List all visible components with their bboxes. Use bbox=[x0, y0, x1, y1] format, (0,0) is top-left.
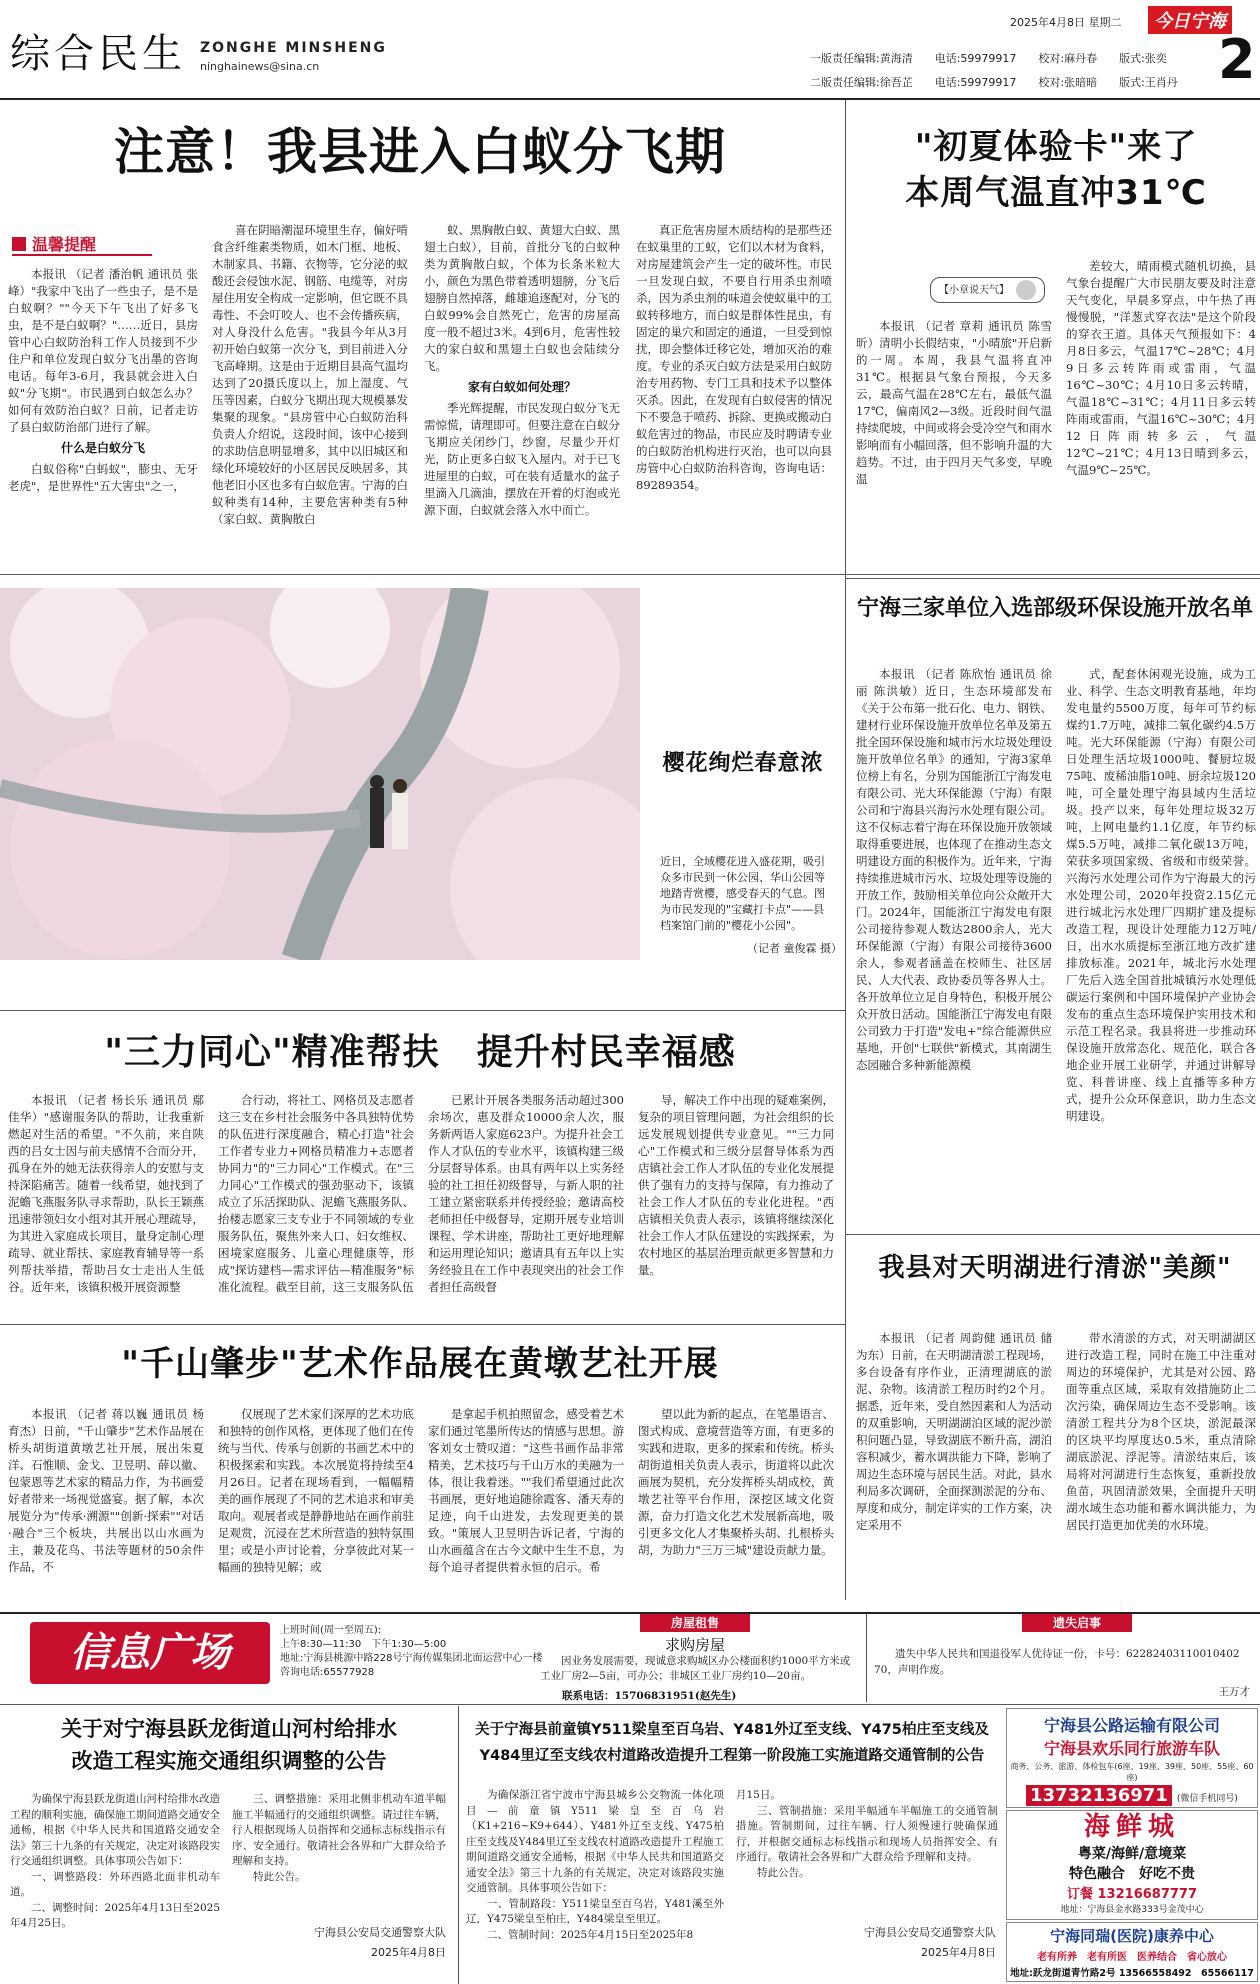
paper-logo: 今日宁海 bbox=[1148, 6, 1232, 34]
notice-divider-1 bbox=[458, 1706, 459, 1984]
a1-col-4 bbox=[636, 222, 832, 566]
notice2-time-end: 月15日。 bbox=[736, 1789, 781, 1801]
notice2-col-2 bbox=[736, 1788, 998, 1918]
weather-col1-text: 本报讯 （记者 章莉 通讯员 陈雪昕）清明小长假结束，"小晴旅"开启新的一周。本周，我县气温将直冲31℃。根据县气象台预报，今天多云，最高气温在28℃左右，最低气温17℃，偏南风2—3级。近段时间气温持续爬坡，中间或将会受冷空气和雨水影响而有小幅回落，但不影响升温的大趋势。不过，由于四月天气多变，早晚温 bbox=[856, 319, 1052, 486]
a3-col3-text: 已累计开展各类服务活动超过300余场次，惠及群众10000余人次，服务新两语人家庭623户。为提升社会工作人才队伍的专业水平，该镇构建三级分层督导体系。由具有两年以上实务经验的社工担任初级督导，与新人职的社工建立紧密联系并传授经验；邀请高校老师担任中级督导，定期开展专业培训课程、学术讲座，帮助社工更好地理解和运用理论知识；邀请具有五年以上实务经验且在工作中表现突出的社会工作者担任高级督 bbox=[428, 1093, 624, 1294]
notice1-intro: 为确保宁海县跃龙街道山河村给排水改造工程的顺利实施，确保施工期间道路交通安全通畅，根据《中华人民共和国道路交通安全法》第三十九条的有关规定，决定对该路段实行交通组织调整。具体事项公告如下： bbox=[10, 1793, 220, 1867]
a2-col1-text: 本报讯 （记者 陈欣怡 通讯员 徐丽 陈洪敏）近日，生态环境部发布《关于公布第一批石化、电力、钢铁、建材行业环保设施开放单位名单及第五批全国环保设施和城市污水垃圾处理设施开放单位名单》的通知，宁海3家单位榜上有名，分别为国能浙江宁海发电有限公司、光大环保能源（宁海）有限公司和宁海县兴海污水处理有限公司。这不仅标志着宁海在环保设施开放领域取得重要进展，也体现了在推动生态文明建设方面的积极作为。近年来，宁海持续推进城市污水、垃圾处理等设施的开放工作，鼓励相关单位向公众敞开大门。2024年，国能浙江宁海发电有限公司接待参观人数达2800余人，光大环保能源（宁海）有限公司接待3600余人，参观者涵盖在校师生、社区居民、人大代表、政协委员等各界人士。各开放单位立足自身特色，积极开展公众开放日活动。国能浙江宁海发电有限公司致力于打造"发电+"综合能源供应基地，开创"七联供"新模式，其南湖生态园融合多种新能源模 bbox=[856, 667, 1052, 1072]
a1-col1-text: 本报讯 （记者 潘治帆 通讯员 张峰）"我家中飞出了一些虫子，是不是白蚁啊？""今天下午飞出了好多飞虫，是不是白蚁啊？"……近日，县房管中心白蚁防治科工作人员接到不少住户和单位发现白蚁分飞出墨的咨询电话。每年3-6月，我县就会进入白蚁"分飞期"。市民遇到白蚁怎么办？如何有效防治白蚁？日前，记者走访了县白蚁防治部门进行了解。 bbox=[8, 267, 198, 434]
info-address: 地址:宁海县桃源中路228号宁海传媒集团北面运营中心一楼 bbox=[280, 1653, 543, 1664]
ad-care-center bbox=[1006, 1922, 1258, 1982]
a1-col3-text-b: 季光辉提醒，市民发现白蚁分飞无需惊慌，请理即可。但要注意在白蚁分飞期应关闭纱门，纱窗，尽量少开灯光，防止更多白蚁飞入屋内。对于已飞进屋里的白蚁，可在装有适量水的盆子里滴入几滴油，摆放在开着的灯泡或光源下面，白蚁就会落入水中而亡。 bbox=[424, 401, 620, 517]
notice1-date: 2025年4月8日 bbox=[371, 1946, 446, 1959]
a3-col-3 bbox=[428, 1092, 624, 1312]
ad-care-slogan: 老有所养 老有所医 医养结合 省心放心 bbox=[1037, 1952, 1227, 1963]
rule-4 bbox=[846, 1234, 1260, 1235]
photo-caption-title: 樱花绚烂春意浓 bbox=[662, 750, 824, 776]
info-divider bbox=[866, 1614, 867, 1702]
ad-transport-services: 商务、公务、旅游、体检包车(6座、19座、39座、50座、55座、60座) bbox=[1010, 1762, 1254, 1782]
notice1-title-1: 关于对宁海县跃龙街道山河村给排水 bbox=[61, 1717, 397, 1741]
a5-col-3 bbox=[428, 1406, 624, 1604]
a1-col-3 bbox=[424, 222, 620, 566]
rent-body: 因业务发展需要，现诚意求购城区办公楼面积约1000平方米或工业厂房2—5亩，可办公；非城区工业厂房约10—20亩。 bbox=[540, 1655, 851, 1682]
a5-col4-text: 望以此为新的起点，在笔墨语言、图式构成、意境营造等方面，有更多的实践和进取，更多的探索和传统。桥头胡街道相关负责人表示，街道将以此次画展为契机，充分发挥桥头胡成校，黄墩艺社等平台作用，深挖区域文化资源，奋力打造文化艺术发展新高地，吸引更多文化人才集聚桥头胡、扎根桥头胡，为助力"三万三城"建设贡献力量。 bbox=[638, 1407, 834, 1557]
section-email: ninghainews@sina.cn bbox=[200, 60, 320, 73]
info-phone: 咨询电话:65577928 bbox=[280, 1667, 375, 1678]
headline-lake-dredging: 我县对天明湖进行清淤"美颜" bbox=[878, 1253, 1232, 1283]
a2-col2-text: 式，配套休闲观光设施，成为工业、科学、生态文明教育基地，年均发电量约5500万度，每年可节约标煤约1.7万吨，减排二氧化碳约4.5万吨。光大环保能源（宁海）有限公司日处理生活垃圾1000吨、餐厨垃圾75吨、废稀油脂10吨、厨余垃圾120吨，可全量处理宁海县域内生活垃圾。投产以来，每年处理垃圾32万吨，上网电量约1.1亿度，年节约标煤5.5万吨，减排二氧化碳13万吨，荣获多项国家级、省级和市级荣誉。兴海污水处理公司作为宁海最大的污水处理公司，2020年投资2.15亿元进行城北污水处理厂四期扩建及提标改造工程，现设计处理能力12万吨/日，出水水质提标至浙江地方改扩建排放标准。2021年，城北污水处理厂先后入选全国首批城镇污水处理低碳运行案例和中国环境保护产业协会发布的重点生态环境保护实用技术和示范工程名录。我县将进一步推动环保设施开放常态化、规范化，联合各地企业开展工业研学，并通过讲解导览、科普讲座、线上直播等多种方式，提升公众环保意识，助力生态文明建设。 bbox=[1066, 667, 1256, 1123]
a3-col-1 bbox=[8, 1092, 204, 1312]
lost-tag: 遗失启事 bbox=[1022, 1614, 1132, 1632]
notice1-road: 一、调整路段：外环西路北面非机动车道。 bbox=[10, 1870, 220, 1898]
ad-seafood-address: 地址：宁海县金水路333号金茂中心 bbox=[1060, 1905, 1204, 1915]
notice2-time: 二、管制时间：2025年4月15日至2025年8 bbox=[487, 1928, 694, 1941]
notice2-road: 一、管制路段：Y511梁皇至百乌岩，Y481溪至外辽，Y475梁皇至柏庄，Y484梁皇至里辽。 bbox=[466, 1897, 724, 1925]
notice2-title-2: Y484里辽至支线农村道路改造提升工程第一阶段施工实施道路交通管制的公告 bbox=[479, 1748, 985, 1764]
weather-avatar-icon bbox=[1016, 280, 1036, 300]
tip-square-icon bbox=[12, 237, 26, 251]
rent-tag: 房屋租售 bbox=[640, 1614, 750, 1632]
ad-seafood bbox=[1006, 1810, 1258, 1920]
notice2-signature: 宁海县公安局交通警察大队 bbox=[864, 1926, 996, 1939]
rule-5 bbox=[0, 1324, 846, 1325]
photo-caption-text: 近日，全域樱花进入盛花期，吸引众多市民到一休公园、华山公园等地踏青赏樱，感受春天的气息。图为市民发现的"宝藏打卡点"——县档案馆门前的"樱花小公园"。 bbox=[660, 855, 825, 932]
info-hours-time: 上午8:30—11:30 下午1:30—5:00 bbox=[280, 1639, 447, 1650]
a4-col1-text: 本报讯 （记者 周韵健 通讯员 储为东）日前，在天明湖清淤工程现场，多台设备有序作业，正清理湖底的淤泥、杂物。该清淤工程历时约2个月。据悉，近年来，受自然因素和人为活动的双重影响，天明湖湖泊区域的泥沙淤积问题凸显，导致湖底不断升高，湖泊容积减少，蓄水调洪能力下降，影响了周边生态环境与居民生活。对此，县水利局多次调研，全面探测淤泥的分布、厚度和成分，制定详实的工作方案，决定采用不 bbox=[856, 1331, 1052, 1532]
ad-seafood-phone: 订餐 13216687777 bbox=[1066, 1887, 1198, 1902]
notice1-measures: 三、调整措施：采用北侧非机动车道半幅施工半幅通行的交通组织调整。请过往车辆，行人根据现场人员指挥和交通标志标线指示有序、安全通行。敬请社会各界和广大群众给予理解和支持。 bbox=[232, 1793, 446, 1867]
rule-1 bbox=[0, 574, 1260, 575]
a1-col-1 bbox=[8, 266, 198, 566]
ad-transport-phone: 13732136971 bbox=[1026, 1785, 1172, 1806]
cherry-blossom-photo bbox=[0, 588, 640, 960]
ad-seafood-line2: 特色融合 好吃不贵 bbox=[1069, 1866, 1195, 1882]
a5-col2-text: 仅展现了艺术家们深厚的艺术功底和独特的创作风格，更体现了他们在传统与当代、传承与创新的书画艺术中的积极探索和实践。本次展览将持续至4月26日。记者在现场看到，一幅幅精美的画作展现了不同的艺术追求和审美取向。观展者或是静静地站在画作前驻足观赏，沉浸在艺术所营造的独特氛围里；或是小声讨论着，分享彼此对某一幅画的独特见解；或 bbox=[218, 1407, 414, 1574]
photo-credit: （记者 童俊霖 摄） bbox=[747, 942, 842, 955]
a1-subhead-2: 家有白蚁如何处理？ bbox=[467, 380, 576, 394]
editors-line-2: 二版责任编辑:徐吾芷 电话:59979917 校对:张暗暗 版式:王肖丹 bbox=[810, 76, 1178, 89]
rule-3 bbox=[0, 1010, 846, 1011]
notice2-date: 2025年4月8日 bbox=[921, 1946, 996, 1959]
weather-tag bbox=[930, 277, 1045, 303]
a3-col2-text: 合行动，将社工、网格员及志愿者这三支在乡村社会服务中各具独特优势的队伍进行深度融合，精心打造"社会工作者专业力+网格员精准力+志愿者协同力"的"三力同心"工作模式。在"三力同心"工作模式的强劲驱动下，该镇成立了乐活探助队、泥蟾飞燕服务队、抬楼志愿家三支专业于不同领域的专业服务队伍，聚焦外来人口、妇女维权、困境家庭服务、儿童心理健康等，形成"探访建档—需求评估—精准服务"标准化流程。截至目前，这三支服务队伍 bbox=[218, 1093, 414, 1294]
weather-col-2 bbox=[1066, 258, 1256, 558]
ad-care-address: 地址:跃龙街道青竹路2号 bbox=[1010, 1968, 1116, 1979]
a1-subhead-1: 什么是白蚁分飞 bbox=[60, 441, 145, 455]
a5-col-2 bbox=[218, 1406, 414, 1604]
notice2-title-1: 关于宁海县前童镇Y511梁皇至百乌岩、Y481外辽至支线、Y475柏庄至支线及 bbox=[475, 1722, 989, 1738]
headline-three-forces: "三力同心"精准帮扶 提升村民幸福感 bbox=[104, 1032, 736, 1073]
tip-label: 温馨提醒 bbox=[32, 235, 97, 254]
weather-col2-text: 差较大，晴雨模式随机切换，县气象台提醒广大市民朋友要及时注意天气变化，早晨多穿点，中午热了再慢慢脱，"洋葱式穿衣法"是这个阶段的穿衣王道。具体天气预报如下：4月8日多云，气温17℃~28℃；4月9日多云转阵雨或雷雨，气温16℃~30℃；4月10日多云转晴，气温18℃~31℃；4月11日多云转阵雨或雷雨，气温16℃~30℃；4月12日阵雨转多云，气温12℃~21℃；4月13日晴到多云，气温9℃~25℃。 bbox=[1066, 259, 1256, 477]
header-rule bbox=[0, 98, 1260, 100]
headline-white-ants: 注意！我县进入白蚁分飞期 bbox=[114, 123, 726, 181]
a3-col1-text: 本报讯 （记者 杨长乐 通讯员 鄢佳华）"感谢服务队的帮助，让我重新燃起对生活的希望。"不久前，来自陕西的吕女士因与前夫感情不合而分开，孤身在外的她无法获得亲人的安慰与支持深陷痛苦。随着一线希望，她找到了泥蟾飞燕服务队寻求帮助，队长王颖燕迅速带领妇女小组对其开展心理疏导，为其进入家庭成长项目，量身定制心理疏导、就业帮扶、家庭教育辅导等一系列帮扶举措，帮助吕女士走出人生低谷。近年来，该镇积极开展资源整 bbox=[8, 1093, 204, 1294]
a4-col-1 bbox=[856, 1330, 1052, 1606]
ad-transport-note: (微信手机同号) bbox=[1176, 1794, 1238, 1804]
tip-banner bbox=[12, 232, 152, 256]
notice2-measures: 三、管制措施：采用半幅通车半幅施工的交通管制措施。管制期间，过往车辆、行人须慢速行驶确保通行，并根据交通标志标线指示和现场人员指挥安全、有序通行。敬请社会各界和广大群众给予理解和支持。 bbox=[736, 1804, 998, 1863]
info-square-logo: 信息广场 bbox=[30, 1622, 270, 1684]
a1-col-2 bbox=[212, 222, 408, 566]
rent-phone: 联系电话：15706831951(赵先生) bbox=[562, 1690, 737, 1702]
ad-care-phone: 13566558492 65566117 bbox=[1118, 1968, 1254, 1979]
ad-transport bbox=[1006, 1708, 1258, 1808]
ad-transport-company: 宁海县公路运输有限公司 bbox=[1043, 1716, 1220, 1735]
issue-date: 2025年4月8日 星期二 bbox=[1010, 16, 1122, 29]
weather-col-1 bbox=[856, 318, 1052, 558]
headline-art-exhibition: "千山肇步"艺术作品展在黄墩艺社开展 bbox=[121, 1344, 719, 1384]
a5-col3-text: 是拿起手机拍照留念，感受着艺术家们通过笔墨所传达的情感与思想。游客刘女士赞叹道："这些书画作品非常精美，艺术技巧与千山万水的美融为一体，很让我着迷。""我们希望通过此次书画展，更好地追随徐霞客、潘天寿的足迹，向千山进发，去发现更美的景致。"策展人卫昱明告诉记者，宁海的山水画蕴含在古今文献中生生不息，为每个追寻者提供着永恒的启示。希 bbox=[428, 1407, 624, 1574]
a1-col1-text-b: 白蚁俗称"白蚂蚁"，膨虫、无牙老虎"，是世界性"五大害虫"之一， bbox=[8, 462, 198, 493]
info-hours-title: 上班时间(周一至周五): bbox=[280, 1625, 382, 1636]
rule-2 bbox=[846, 578, 1260, 579]
ad-seafood-title: 海鲜城 bbox=[1083, 1812, 1180, 1842]
a1-col3-text: 蚁、黑胸散白蚁、黄翅大白蚁、黑翅土白蚁），目前，首批分飞的白蚁种类为黄胸散白蚁，个体为长条米粒大小，颜色为黑色带着透明翅膀，分飞后翅膀自然掉落，雌雄追逐配对，分飞的白蚁99%会自然死亡，危害的房屋高度一般不超过3米。4到6月，危害性较大的家白蚁和黑翅土白蚁也会陆续分飞。 bbox=[424, 223, 620, 373]
page-number: 2 bbox=[1218, 28, 1256, 91]
headline-environmental: 宁海三家单位入选部级环保设施开放名单 bbox=[856, 596, 1253, 621]
photo-illustration bbox=[0, 588, 640, 960]
a5-col1-text: 本报讯 （记者 蒋以巍 通讯员 杨育杰）日前，"千山肇步"艺术作品展在桥头胡街道黄墩艺社开展，展出朱夏洋、石惟顺、金戈、卫昱明、薛以徽、包蒙恩等艺术家的精品力作，为书画爱好者带来一场视觉盛宴。据了解，本次展览分为"传承·溯源""创新·探索""对话·融合"三个板块，共展出以山水画为主，兼及花鸟、书法等题材的50余件作品，不 bbox=[8, 1407, 204, 1574]
a3-col4-text: 导，解决工作中出现的疑难案例，复杂的项目管理问题，为社会组织的长远发展规划提供专业意见。""三力同心"工作模式和三级分层督导体系为西店镇社会工作人才队伍的专业化发展提供了强有力的支持与保障，有力推动了社会工作人才队伍的专业化进程。"西店镇相关负责人表示，该镇将继续深化社会工作人才队伍建设的实践探索，为农村地区的基层治理贡献更多智慧和力量。 bbox=[638, 1093, 834, 1277]
notice1-col-1 bbox=[10, 1792, 220, 1982]
a4-col-2 bbox=[1066, 1330, 1256, 1606]
section-pinyin: ZONGHE MINSHENG bbox=[200, 40, 387, 56]
ad-care-title: 宁海同瑞(医院)康养中心 bbox=[1050, 1927, 1214, 1945]
notice2-close: 特此公告。 bbox=[757, 1866, 810, 1879]
section-name: 综合民生 bbox=[10, 31, 186, 77]
a5-col-4 bbox=[638, 1406, 834, 1604]
notice1-col-2 bbox=[232, 1792, 446, 1902]
lost-body: 遗失中华人民共和国退役军人优待证一份，卡号：62282403110010402​70，声明作废。 bbox=[874, 1648, 1240, 1676]
headline-weather-2: 本周气温直冲31℃ bbox=[905, 173, 1207, 213]
a1-col2-text: 喜在阴暗潮湿环境里生存，偏好啃食含纤维素类物质，如木门框、地板、木制家具、书籍、衣物等，它分泌的蚁酸还会侵蚀水泥、钢筋、电缆等，对房屋住用安全构成一定影响，但它既不具毒性、不会叮咬人、也不会传播疾病，对人身没什么危害。"我县今年从3月初开始白蚁第一次分飞，到目前进入分飞高峰期。这是由于近期目县高气温均达到了20摄氏度以上，加上湿度、气压等因素，白蚁分飞期出现大规模暴发集聚的现象。"县房管中心白蚁防治科负责人介绍说，这段时间，该中心接到的求助信息明显增多，其中以旧城区和绿化环境较好的小区居民反映居多，其他老旧小区也多有白蚁危害。宁海的白蚁种类有14种，主要危害种类有5种（家白蚁、黄胸散白 bbox=[212, 223, 408, 526]
ad-transport-team: 宁海县欢乐同行旅游车队 bbox=[1043, 1739, 1220, 1758]
a5-col-1 bbox=[8, 1406, 204, 1604]
ad-seafood-line1: 粤菜/海鲜/意境菜 bbox=[1077, 1846, 1187, 1862]
vertical-divider bbox=[845, 100, 846, 1600]
notice1-signature: 宁海县公安局交通警察大队 bbox=[314, 1926, 446, 1939]
headline-weather-1: "初夏体验卡"来了 bbox=[914, 127, 1198, 167]
rent-title: 求购房屋 bbox=[664, 1636, 725, 1654]
masthead bbox=[0, 0, 1260, 100]
rule-info-bottom bbox=[0, 1704, 1260, 1705]
lost-name: 王万才 bbox=[1218, 1686, 1250, 1698]
a1-col4-text: 真正危害房屋木质结构的是那些还在蚁巢里的工蚁，它们以木材为食料，对房屋建筑会产生一定的破坏性。市民一旦发现白蚁，不要自行用杀虫剂喷杀，因为杀虫剂的味道会使蚁巢中的工蚁转移地方，而白蚁是群体性昆虫，有固定的巢穴和固定的通道，一旦受到惊扰，即会整体迁移它处，增加灭治的难度。专业的杀灭白蚁方法是采用白蚁防治专用药物、专门工具和技术予以整体灭杀。因此，在发现有白蚁侵害的情况下不要急于喷药、拆除、更换或搬动白蚁危害过的物品，市民应及时聘请专业的白蚁防治机构进行灭治，也可以向县房管中心白蚁防治科咨询，咨询电话：89289354。 bbox=[636, 223, 832, 492]
editors-line-1: 一版责任编辑:黄海清 电话:59979917 校对:麻丹春 版式:张奕 bbox=[810, 52, 1167, 65]
weather-tag-label: 【小章说天气】 bbox=[939, 285, 1009, 296]
notice1-close: 特此公告。 bbox=[253, 1870, 306, 1883]
notice1-time: 二、调整时间：2025年4月13日至2025年4月25日。 bbox=[10, 1901, 220, 1929]
a4-col2-text: 带水清淤的方式，对天明湖湖区进行改造工程，同时在施工中注重对周边的环境保护，尤其是对公园、路面等重点区域，采取有效措施防止二次污染，确保周边生态不受影响。该清淤工程共分为8个区块，淤泥最深的区块平均厚度达0.5米，重点清除湖底淤泥、浮泥等。清淤结束后，该局将对河湖进行生态恢复，重新投放鱼苗，巩固清淤效果，全面提升天明湖水域生态功能和蓄水调洪能力，为居民打造更加优美的水环境。 bbox=[1066, 1331, 1256, 1532]
notice2-col-1 bbox=[466, 1788, 724, 1982]
a3-col-4 bbox=[638, 1092, 834, 1312]
notice2-intro: 为确保浙江省宁波市宁海县城乡公交物流一体化项目—前童镇Y511梁皇至百乌岩（K1+216~K9+644）、Y481外辽至支线、Y475柏庄至支线及Y484里辽至支线农村道路改造提升工程施工期间道路交通安全通畅，根据《中华人民共和国道路交通安全法》第三十九条的有关规定，决定对该路段实施交通管制。具体事项公告如下： bbox=[466, 1789, 724, 1894]
notice1-title-2: 改造工程实施交通组织调整的公告 bbox=[71, 1749, 387, 1773]
a3-col-2 bbox=[218, 1092, 414, 1312]
